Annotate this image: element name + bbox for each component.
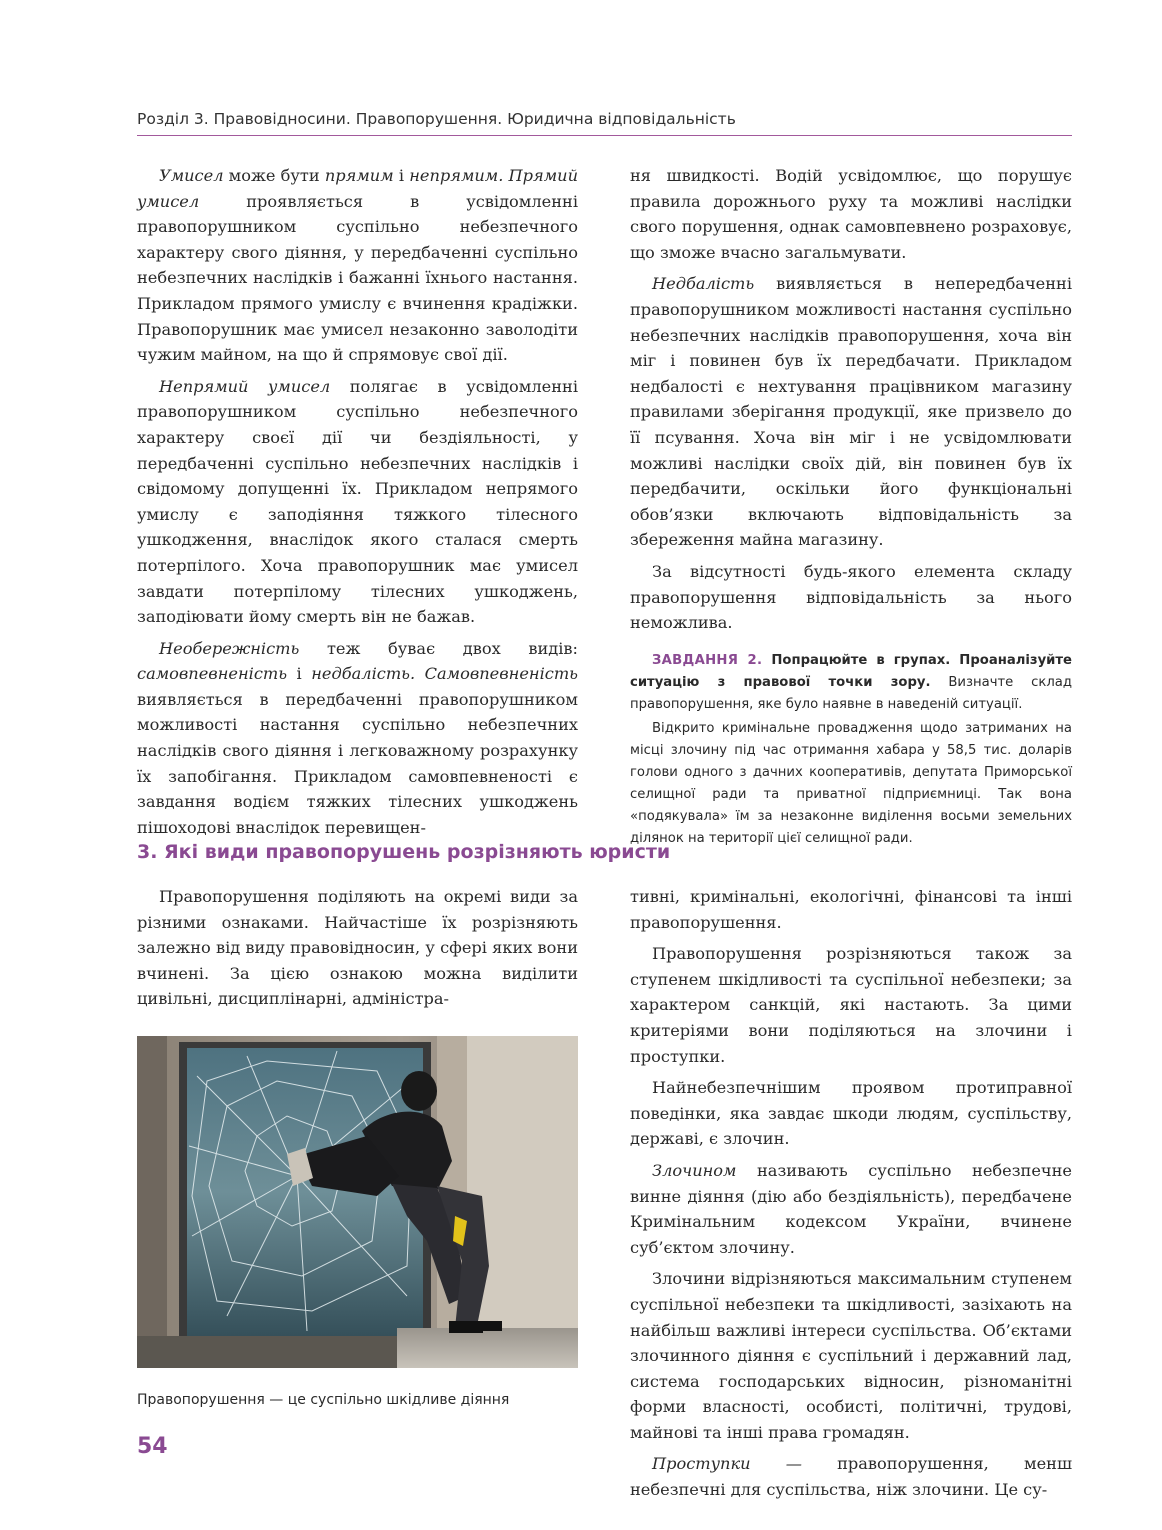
italic-term: Непрямий умисел (159, 376, 331, 396)
paragraph (630, 941, 1072, 1069)
paragraph (630, 559, 1072, 636)
paragraph-text: правопорушення, менш небезпечні для суспільства, ніж злочини. Це су- (630, 1454, 1072, 1500)
italic-term: Необережність (159, 638, 300, 658)
paragraph-text: виявляється в передбаченні правопорушником можливості настання суспільно небезпечних наслідків свого діяння і легковажному розрахунку їх запобігання. Прикладом самовпевненості є завдання водієм тяжких тілесних ушкоджень пішоходові внаслідок перевищен- (137, 689, 578, 837)
paragraph-text: і (393, 166, 410, 185)
paragraph-text: Найнебезпечнішим проявом протиправної поведінки, яка завдає шкоди людям, суспільству, державі, є злочин. (630, 1078, 1072, 1149)
paragraph (630, 1451, 1072, 1502)
italic-term: прямим (324, 166, 394, 185)
task-rest-text: Визначте склад правопорушення, яке було наявне в наведеній ситуації. (630, 674, 1072, 712)
broken-glass-photo (137, 1036, 578, 1368)
italic-term: самовпевненість (137, 664, 288, 684)
paragraph-text: Злочини відрізняються максимальним ступенем суспільної небезпеки та шкідливості, зазіхають на найбільш важливі інтереси суспільства. Об’єктами злочинного діяння є суспільний і державний лад, система господарських відносин, різноманітні форми власності, особисті, політичні, трудові, майнові та інші права громадян. (630, 1269, 1072, 1442)
paragraph (137, 884, 578, 1012)
paragraph (137, 374, 578, 630)
paragraph (137, 163, 578, 368)
left-column-top (137, 163, 578, 846)
task-block (630, 650, 1072, 850)
task-label: ЗАВДАННЯ 2. (652, 652, 763, 668)
paragraph (630, 163, 1072, 265)
paragraph-text: називають суспільно небезпечне винне діяння (дію або бездіяльність), передбачене Кримінальним кодексом України, вчинене суб’єктом злочину. (630, 1160, 1072, 1257)
paragraph-text: ня швидкості. Водій усвідомлює, що порушує правила дорожнього руху та можливі наслідки свого порушення, однак самовпевнено розраховує, що зможе вчасно загальмувати. (630, 166, 1072, 262)
running-header (137, 110, 1072, 136)
page-number: 54 (137, 1434, 168, 1459)
figure-caption: Правопорушення — це суспільно шкідливе діяння (137, 1392, 510, 1408)
paragraph-text: Правопорушення поділяють на окремі види за різними ознаками. Найчастіше їх розрізняють залежно від виду правовідносин, у сфері яких вони вчинені. За цією ознакою можна виділити цивільні, дисциплінарні, адміністра- (137, 887, 578, 1009)
right-column-bottom (630, 884, 1072, 1509)
photo-illustration (137, 1036, 578, 1368)
paragraph-text: тивні, кримінальні, екологічні, фінансові та інші правопорушення. (630, 887, 1072, 932)
paragraph-text: За відсутності будь-якого елемента складу правопорушення відповідальність за нього неможлива. (630, 561, 1072, 633)
task-instruction (630, 650, 1072, 716)
paragraph-text: теж буває двох видів: (299, 638, 578, 658)
right-column-top (630, 163, 1072, 850)
paragraph-text: виявляється в непередбаченні правопорушником можливості настання суспільно небезпечних наслідків правопорушення, хоча він міг і повинен був їх передбачати. Прикладом недбалості є нехтування працівником магазину правилами зберігання продукції, яке призвело до її псування. Хоча він міг і не усвідомлювати можливі наслідки своїх дій, він повинен був їх передбачити, оскільки його функціональні обов’язки включають відповідальність за збереження майна магазину. (630, 274, 1072, 550)
task-story: Відкрито кримінальне провадження щодо затриманих на місці злочину під час отримання хабара у 58,5 тис. доларів голови одного з дачних кооперативів, депутата Приморської селищної ради та приватної підприємниці. Так вона «подякувала» їм за незаконне виділення восьми земельних ділянок на території цієї селищної ради. (630, 720, 1072, 846)
paragraph-text: проявляється в усвідомленні правопорушником суспільно небезпечного характеру свого діяння, у передбаченні суспільно небезпечних наслідків і бажанні їхнього настання. Прикладом прямого умислу є вчинення крадіжки. Правопорушник має умисел незаконно заволодіти чужим майном, на що й спрямовує свої дії. (137, 191, 578, 365)
paragraph-text: може бути (223, 166, 325, 185)
paragraph-text: Правопорушення розрізняються також за ступенем шкідливості та суспільної небезпеки; за характером санкцій, які настають. За цими критеріями вони поділяються на злочини і проступки. (630, 944, 1072, 1066)
paragraph-text: полягає в усвідомленні правопорушником суспільно небезпечного характеру своєї дії чи бездіяльності, у передбаченні суспільно небезпечних наслідків і свідомому допущенні їх. Прикладом непрямого умислу є заподіяння тяжкого тілесного ушкодження, внаслідок якого сталася смерть потерпілого. Хоча правопорушник має умисел завдати потерпілому тілесних ушкоджень, заподіювати йому смерть він не бажав. (137, 376, 578, 627)
section-heading: 3. Які види правопорушень розрізняють юристи (137, 841, 671, 863)
italic-term: Недбалість (652, 274, 755, 294)
paragraph (630, 1075, 1072, 1152)
paragraph-text: і (287, 664, 312, 684)
italic-term: непрямим. Прямий умисел (137, 166, 579, 211)
paragraph (630, 271, 1072, 553)
left-column-bottom (137, 884, 578, 1018)
italic-term: Проступки — (652, 1454, 802, 1474)
right-column-paragraphs (630, 163, 1072, 636)
italic-term: Злочином (652, 1160, 737, 1180)
paragraph (630, 1266, 1072, 1445)
italic-term: недбалість. Самовпевненість (311, 664, 578, 684)
italic-term: Умисел (159, 166, 224, 185)
task-bold-text: Попрацюйте в групах. Проаналізуйте ситуацію з правової точки зору. (630, 652, 1072, 690)
paragraph (630, 1158, 1072, 1260)
paragraph (630, 884, 1072, 935)
running-header-title: Розділ 3. Правовідносини. Правопорушення. Юридична відповідальність (137, 110, 736, 128)
paragraph (137, 636, 578, 841)
